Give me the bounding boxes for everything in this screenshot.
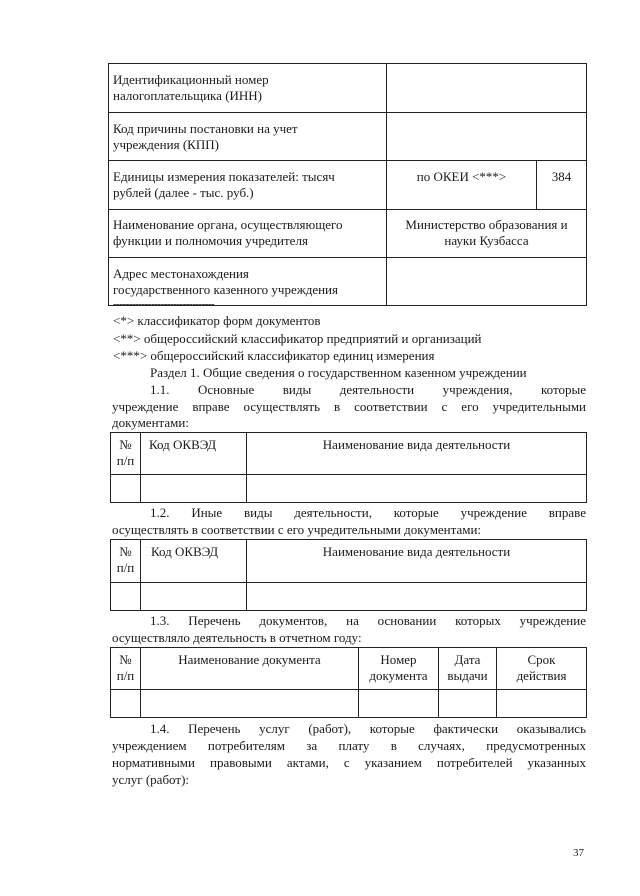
footnote-3: <***> общероссийский классификатор единиц измерения bbox=[113, 348, 435, 363]
t2-row-name bbox=[247, 583, 587, 611]
t2-row-num bbox=[111, 583, 141, 611]
p4-line-1: 1.4. Перечень услуг (работ), которые фактически оказывались bbox=[150, 721, 586, 736]
t1-num-header: № п/п bbox=[111, 433, 141, 475]
inn-value-cell bbox=[387, 64, 587, 113]
t1-row-num bbox=[111, 475, 141, 503]
t2-num-header: № п/п bbox=[111, 540, 141, 583]
p1-line-2: учреждение вправе осуществлять в соответствии с его учредительными bbox=[112, 399, 586, 414]
t3-row-num bbox=[111, 690, 141, 718]
t3-row-doc bbox=[141, 690, 359, 718]
t2-code-header: Код ОКВЭД bbox=[141, 540, 247, 583]
t1-name-header: Наименование вида деятельности bbox=[247, 433, 587, 475]
t1-row-code bbox=[141, 475, 247, 503]
t1-row-name bbox=[247, 475, 587, 503]
page-number: 37 bbox=[573, 847, 584, 859]
t3-num-header: № п/п bbox=[111, 648, 141, 690]
p3-line-1: 1.3. Перечень документов, на основании которых учреждение bbox=[150, 613, 586, 628]
p4-line-2: учреждением потребителям за плату в случаях, предусмотренных bbox=[112, 738, 586, 753]
address-value-cell bbox=[387, 258, 587, 306]
activities-table-2 bbox=[110, 539, 587, 611]
activities-table-1 bbox=[110, 432, 587, 503]
okei-label-cell: по ОКЕИ <***> bbox=[387, 161, 537, 210]
p2-line-2: осуществлять в соответствии с его учредительными документами: bbox=[112, 522, 482, 537]
t2-row-code bbox=[141, 583, 247, 611]
p3-line-2: осуществляло деятельность в отчетном году: bbox=[112, 630, 362, 645]
section-title: Раздел 1. Общие сведения о государственном казенном учреждении bbox=[150, 365, 527, 380]
header-info-table bbox=[108, 63, 587, 306]
inn-label-cell: Идентификационный номер налогоплательщика (ИНН) bbox=[109, 64, 387, 113]
units-label-cell: Единицы измерения показателей: тысяч рублей (далее - тыс. руб.) bbox=[109, 161, 387, 210]
t3-term-header: Срок действия bbox=[497, 648, 587, 690]
t3-number-header: Номер документа bbox=[359, 648, 439, 690]
kpp-value-cell bbox=[387, 113, 587, 161]
t3-doc-header: Наименование документа bbox=[141, 648, 359, 690]
footnote-separator: -------------------------------- bbox=[113, 298, 215, 310]
documents-table bbox=[110, 647, 587, 718]
footnote-2: <**> общероссийский классификатор предприятий и организаций bbox=[113, 331, 482, 346]
footnote-1: <*> классификатор форм документов bbox=[113, 313, 321, 328]
founder-label-cell: Наименование органа, осуществляющего функции и полномочия учредителя bbox=[109, 210, 387, 258]
kpp-label-cell: Код причины постановки на учет учреждения (КПП) bbox=[109, 113, 387, 161]
founder-value-cell: Министерство образования и науки Кузбасса bbox=[387, 210, 587, 258]
t1-code-header: Код ОКВЭД bbox=[141, 433, 247, 475]
t3-row-date bbox=[439, 690, 497, 718]
t2-name-header: Наименование вида деятельности bbox=[247, 540, 587, 583]
address-label-cell: Адрес местонахождения государственного казенного учреждения bbox=[109, 258, 387, 306]
p4-line-3: нормативными правовыми актами, с указанием потребителей указанных bbox=[112, 755, 586, 770]
okei-code-cell: 384 bbox=[537, 161, 587, 210]
p1-line-1: 1.1. Основные виды деятельности учреждения, которые bbox=[150, 382, 586, 397]
t3-row-term bbox=[497, 690, 587, 718]
p1-line-3: документами: bbox=[112, 415, 189, 430]
t3-row-number bbox=[359, 690, 439, 718]
p4-line-4: услуг (работ): bbox=[112, 772, 190, 787]
t3-date-header: Дата выдачи bbox=[439, 648, 497, 690]
p2-line-1: 1.2. Иные виды деятельности, которые учреждение вправе bbox=[150, 505, 586, 520]
